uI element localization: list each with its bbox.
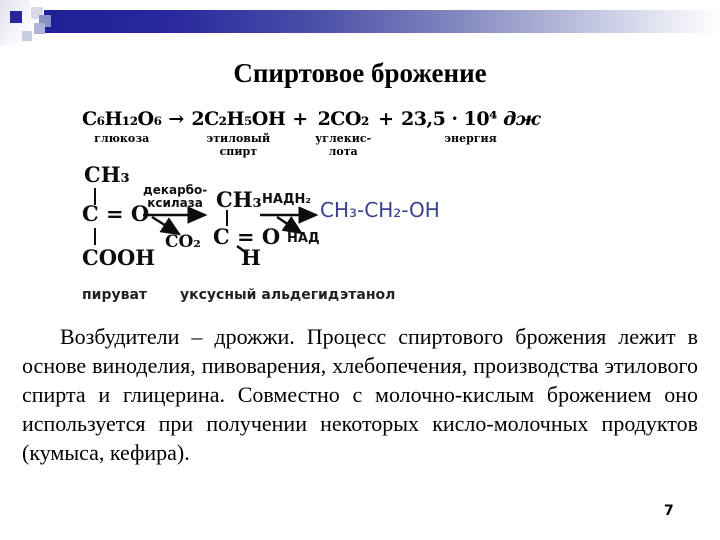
label-ethanol: этанол [340,287,396,303]
acetaldehyde-co: C = O [213,224,281,249]
ethanol-formula: CH₃-CH₂-OH [320,198,440,222]
formula-energy [401,106,540,132]
energy-unit: дж [503,108,541,130]
header-gradient-bar [44,10,720,33]
label-co2-2: лота [328,145,358,158]
label-ethyl-1: этиловый [206,132,271,145]
plus-sign: + [378,108,395,130]
enzyme-decarboxylase [143,184,207,210]
equation-term-glucose [82,106,161,145]
equation-term-ethanol [191,106,285,158]
enzyme-line2: ксилаза [147,196,203,210]
body-paragraph: Возбудители – дрожжи. Процесс спиртового брожения лежит в основе виноделия, пивоварения, хлебопечения, производства этилового спирта и глицерина. Совместно с молочно-кислым брожением оно используется при получении некоторых кисло-молочных продуктов (кумыса, кефира). [22,324,698,465]
byproduct-co2: CO₂ [165,232,201,252]
deco-square-lavender [34,23,45,34]
label-acetaldehyde: уксусный альдегид [180,287,340,303]
pyruvate-cooh: COOH [82,245,156,270]
acetaldehyde-h: H [241,245,261,270]
energy-value: 23,5 · 10⁴ [401,108,497,130]
label-pyruvate: пируват [82,287,148,303]
nadh2-label: НАДН₂ [262,192,312,207]
equation-term-energy [401,106,540,145]
formula-ethyl-alcohol: 2C₂H₅OH [191,108,286,130]
chemical-equation [82,106,540,158]
formula-glucose: C₆H₁₂O₆ [82,108,162,130]
label-ethyl-2: спирт [219,145,258,158]
formula-co2: 2CO₂ [317,108,369,130]
plus-sign: + [292,108,309,130]
label-energy: энергия [444,132,497,145]
pyruvate-ch3: CH₃ [84,162,130,187]
label-glucose: глюкоза [94,132,150,145]
slide-title: Спиртовое брожение [233,58,487,88]
acetaldehyde-ch3: CH₃ [216,187,262,212]
enzyme-line1: декарбо- [143,183,208,197]
nad-label: НАД [287,231,320,246]
arrow-right: → [168,108,185,130]
deco-square-navy [10,11,22,23]
page-number: 7 [664,503,674,519]
deco-square-small [22,31,32,41]
equation-term-co2 [315,106,371,158]
pyruvate-co: C = O [82,201,150,226]
label-co2-1: углекис- [315,132,372,145]
